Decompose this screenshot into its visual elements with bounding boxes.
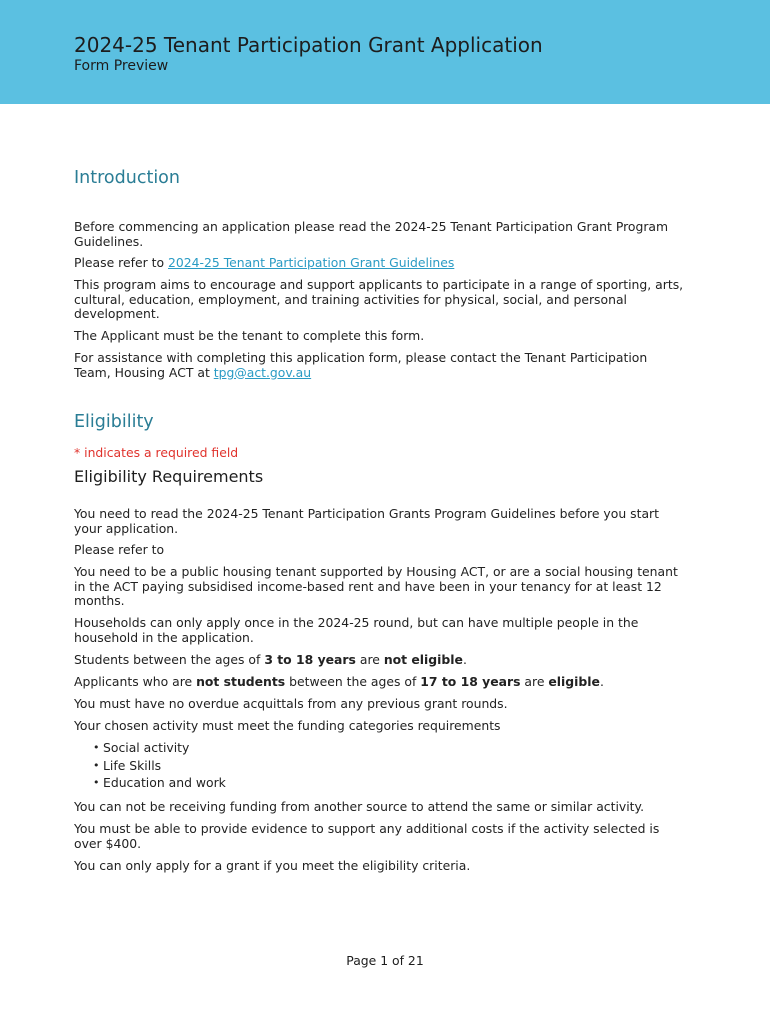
guidelines-link[interactable]: 2024-25 Tenant Participation Grant Guidelines xyxy=(168,255,455,270)
students-ineligible-text: Students between the ages of 3 to 18 years are not eligible. xyxy=(74,652,467,667)
eligibility-paragraph-7: You can not be receiving funding from another source to attend the same or similar activity. xyxy=(74,799,645,814)
eligibility-paragraph-8: You must be able to provide evidence to support any additional costs if the activity selected is over $400. xyxy=(74,821,660,851)
list-item: • Life Skills xyxy=(74,757,226,775)
applicants-eligible-text: Applicants who are not students between the ages of 17 to 18 years are eligible. xyxy=(74,674,604,689)
funding-categories-list xyxy=(74,739,226,792)
form-subtitle: Form Preview xyxy=(74,58,169,74)
eligibility-paragraph-3: You need to be a public housing tenant supported by Housing ACT, or are a social housing tenant in the ACT paying subsidised income-based rent and have been in your tenancy for at least 12 months. xyxy=(74,564,678,609)
eligibility-paragraph-6: Your chosen activity must meet the funding categories requirements xyxy=(74,718,501,733)
list-item: • Social activity xyxy=(74,739,226,757)
intro-paragraph-4: The Applicant must be the tenant to complete this form. xyxy=(74,328,425,343)
intro-paragraph-3: This program aims to encourage and support applicants to participate in a range of sporting, arts, cultural, education, employment, and training activities for physical, social, and personal development. xyxy=(74,277,684,322)
eligibility-paragraph-1: You need to read the 2024-25 Tenant Participation Grants Program Guidelines before you start your application. xyxy=(74,506,659,536)
eligibility-paragraph-2: Please refer to xyxy=(74,542,165,557)
page-number: Page 1 of 21 xyxy=(346,953,424,968)
form-title: 2024-25 Tenant Participation Grant Application xyxy=(74,33,543,57)
eligibility-paragraph-9: You can only apply for a grant if you meet the eligibility criteria. xyxy=(74,858,471,873)
intro-contact-text: For assistance with completing this application form, please contact the Tenant Participation Team, Housing ACT at xyxy=(74,350,648,380)
intro-paragraph-1: Before commencing an application please read the 2024-25 Tenant Participation Grant Program Guidelines. xyxy=(74,219,669,249)
form-header xyxy=(0,0,770,104)
introduction-heading: Introduction xyxy=(74,168,180,188)
required-field-note: * indicates a required field xyxy=(74,445,239,460)
eligibility-paragraph-5: You must have no overdue acquittals from any previous grant rounds. xyxy=(74,696,508,711)
list-item: • Education and work xyxy=(74,774,226,792)
email-link[interactable]: tpg@act.gov.au xyxy=(213,364,312,380)
eligibility-heading: Eligibility xyxy=(74,412,154,432)
intro-paragraph-2 xyxy=(74,256,684,271)
eligibility-requirements-heading: Eligibility Requirements xyxy=(74,467,264,486)
intro-paragraph-5 xyxy=(74,351,684,380)
eligibility-paragraph-4: Households can only apply once in the 2024-25 round, but can have multiple people in the household in the application. xyxy=(74,615,639,645)
intro-refer-text: Please refer to xyxy=(74,255,168,270)
